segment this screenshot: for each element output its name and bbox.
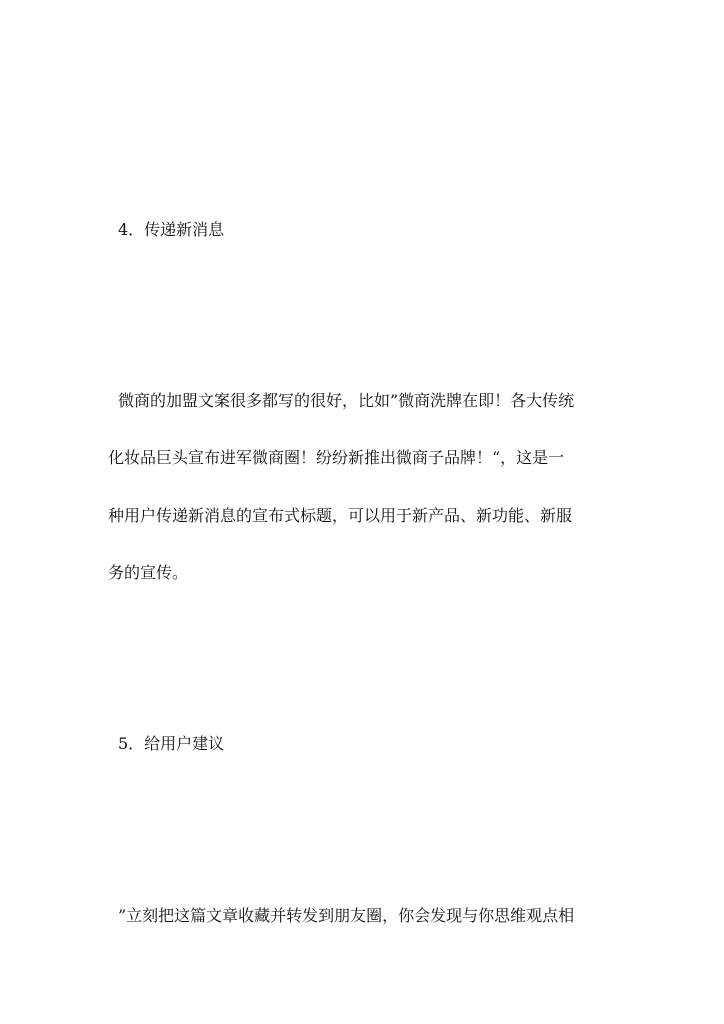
paragraph-line: 微商的加盟文案很多都写的很好，比如”微商洗牌在即！各大传统 [118, 391, 575, 410]
section-heading-5: 5．给用户建议 [118, 734, 225, 753]
paragraph-line: 务的宣传。 [108, 563, 189, 582]
section-heading-4: 4．传递新消息 [118, 220, 225, 239]
paragraph-line: ”立刻把这篇文章收藏并转发到朋友圈，你会发现与你思维观点相 [118, 906, 575, 925]
paragraph-line: 种用户传递新消息的宣布式标题，可以用于新产品、新功能、新服 [108, 506, 573, 525]
paragraph-line: 化妆品巨头宣布进军微商圈！纷纷新推出微商子品牌！“，这是一 [108, 448, 565, 467]
